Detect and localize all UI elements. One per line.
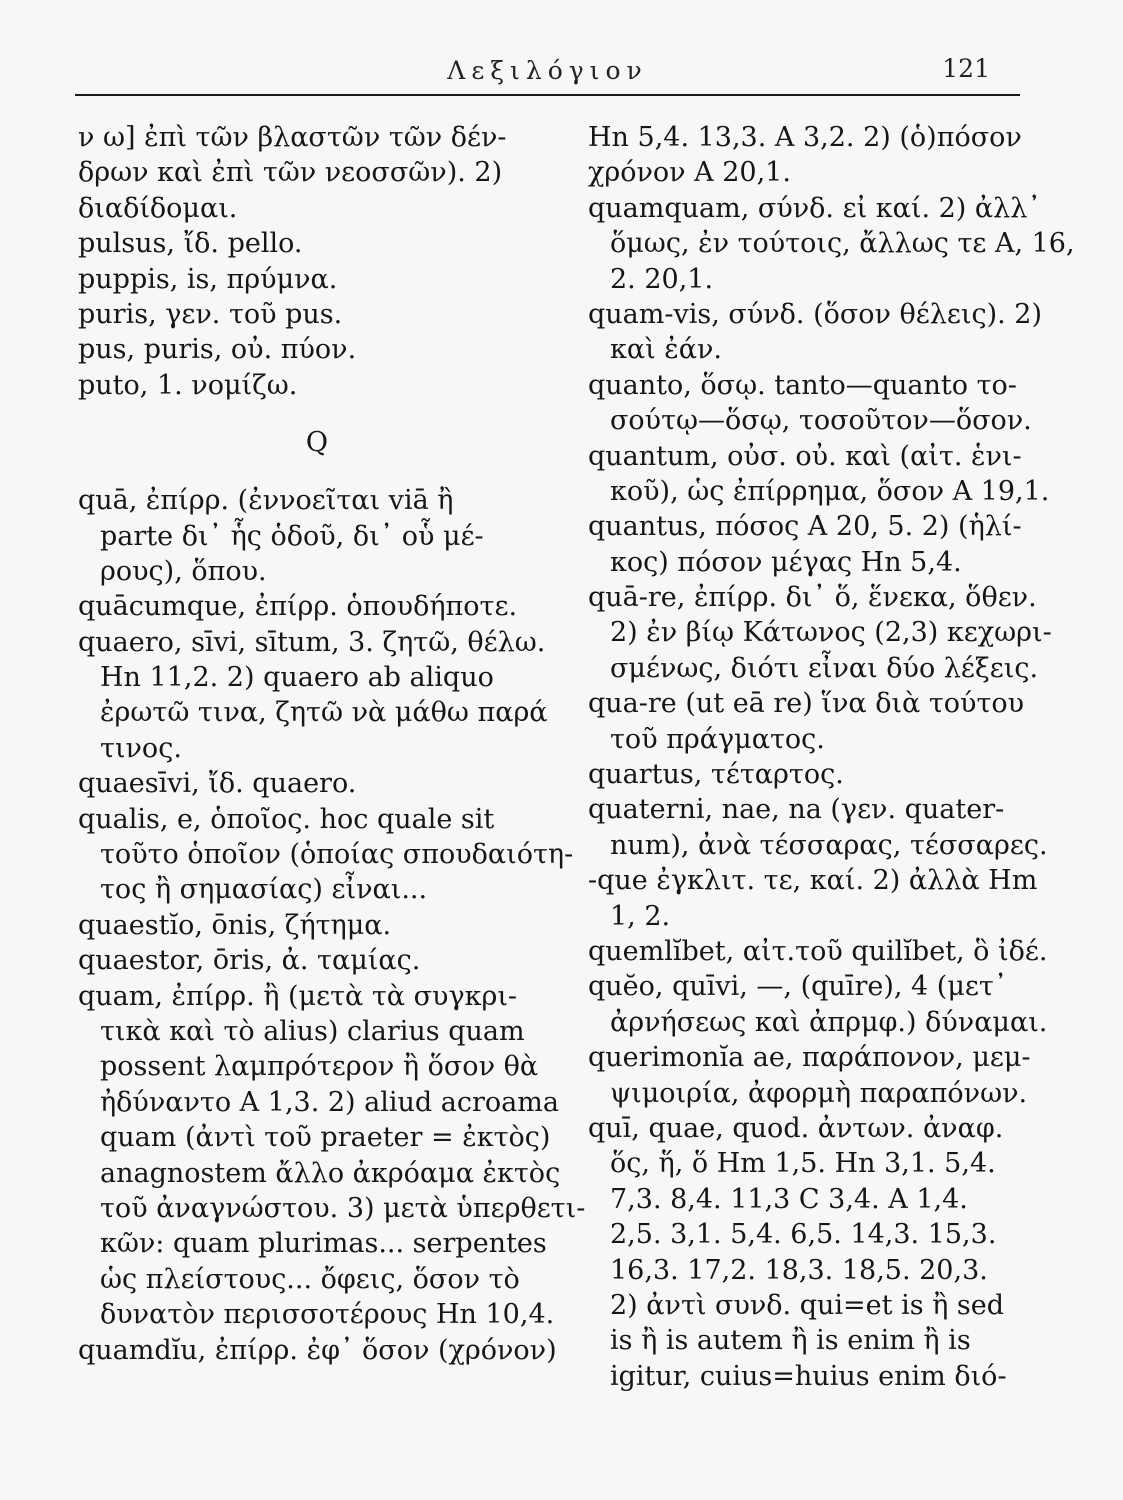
text-line: quamquam, σύνδ. εἰ καί. 2) ἀλλ᾽ [588,192,1041,224]
text-line: καὶ ἐάν. [610,334,722,366]
text-line: quemlĭbet, αἰτ.τοῦ quilĭbet, ὃ ἰδέ. [588,935,1048,967]
text-line: δυνατὸν περισσοτέρους Hn 10,4. [100,1299,555,1331]
text-line: quī, quae, quod. ἀντων. ἀναφ. [588,1112,1004,1144]
text-line: puto, 1. νομίζω. [78,369,298,401]
text-line: τος ἢ σημασίας) εἶναι... [100,874,428,906]
text-line: possent λαμπρότερον ἢ ὅσον θὰ [100,1051,539,1083]
text-line: 7,3. 8,4. 11,3 C 3,4. A 1,4. [610,1183,968,1215]
text-line: κῶν: quam plurimas... serpentes [100,1228,547,1260]
text-line: num), ἀνὰ τέσσαρας, τέσσαρες. [610,829,1048,861]
text-line: ὅμως, ἐν τούτοις, ἄλλως τε A, 16, [610,228,1075,260]
text-line: querimonĭa ae, παράπονον, μεμ- [588,1042,1031,1074]
text-line: anagnostem ἄλλο ἀκρόαμα ἐκτὸς [100,1157,561,1189]
text-line: quā, ἐπίρρ. (ἐννοεῖται viā ἢ [78,485,454,517]
text-line: igitur, cuius=huius enim διό- [610,1360,1007,1392]
header-rule [75,94,1020,96]
text-line: 2) ἀντὶ συνδ. qui=et is ἢ sed [610,1289,1005,1321]
text-line: quam, ἐπίρρ. ἢ (μετὰ τὰ συγκρι- [78,980,518,1012]
text-line: quamdĭu, ἐπίρρ. ἐφ᾽ ὅσον (χρόνον) [78,1334,557,1366]
text-line: quaestĭo, ōnis, ζήτημα. [78,909,392,941]
text-line: δρων καὶ ἐπὶ τῶν νεοσσῶν). 2) [78,157,503,189]
text-line: τοῦ ἀναγνώστου. 3) μετὰ ὑπερθετι- [100,1192,586,1224]
text-line: pus, puris, οὐ. πύον. [78,334,357,366]
text-line: ν ω] ἐπὶ τῶν βλαστῶν τῶν δέν- [78,122,507,153]
text-line: σούτῳ—ὅσῳ, τοσοῦτον—ὅσον. [610,405,1032,437]
text-line: quanto, ὅσῳ. tanto—quanto το- [588,369,1017,401]
text-line: parte δι᾽ ἧς ὁδοῦ, δι᾽ οὗ μέ- [100,520,484,552]
text-line: ὅς, ἥ, ὅ Hm 1,5. Hn 3,1. 5,4. [610,1148,996,1180]
text-line: quaero, sīvi, sītum, 3. ζητῶ, θέλω. [78,626,546,658]
text-line: quam (ἀντὶ τοῦ praeter = ἐκτὸς) [100,1122,551,1154]
text-line: ψιμοιρία, ἀφορμὴ παραπόνων. [610,1077,1028,1109]
text-line: quaesīvi, ἴδ. quaero. [78,768,357,800]
right-column [588,120,1075,1394]
text-line: quā-re, ἐπίρρ. δι᾽ ὅ, ἕνεκα, ὅθεν. [588,582,1037,614]
text-line: qualis, e, ὁποῖος. hoc quale sit [78,803,495,835]
text-line: 2) ἐν βίῳ Κάτωνος (2,3) κεχωρι- [610,617,1052,649]
text-line: quantum, οὐσ. οὐ. καὶ (αἰτ. ἑνι- [588,440,1022,472]
text-line: Hn 5,4. 13,3. A 3,2. 2) (ὁ)πόσον [588,122,1022,153]
text-line: 2. 20,1. [610,263,714,295]
text-line: κοῦ), ὡς ἐπίρρημα, ὅσον A 19,1. [610,475,1050,507]
text-line: puppis, is, πρύμνα. [78,263,338,295]
running-title: Λεξιλόγιον [447,56,648,85]
text-line: quaterni, nae, na (γεν. quater- [588,794,1005,826]
page-header [75,52,1020,92]
text-line: Hn 11,2. 2) quaero ab aliquo [100,662,494,694]
text-line: ἀρνήσεως καὶ ἀπρμφ.) δύναμαι. [610,1006,1048,1038]
text-line: κος) πόσον μέγας Hn 5,4. [610,546,962,578]
text-line: is ἢ is autem ἢ is enim ἢ is [610,1325,971,1357]
text-line: χρόνον A 20,1. [588,157,791,189]
text-line: quartus, τέταρτος. [588,759,844,791]
text-line: qua-re (ut eā re) ἵνα διὰ τούτου [588,688,1025,720]
text-line: ἠδύναντο A 1,3. 2) aliud acroama [100,1086,559,1118]
text-line: quam-vis, σύνδ. (ὅσον θέλεις). 2) [588,298,1043,330]
text-line: ἐρωτῶ τινα, ζητῶ νὰ μάθω παρά [100,697,548,729]
text-line: quĕo, quīvi, —, (quīre), 4 (μετ᾽ [588,971,1008,1003]
page-number: 121 [942,54,990,83]
text-line: -que ἐγκλιτ. τε, καί. 2) ἀλλὰ Hm [588,865,1038,897]
text-line: τινος. [100,732,182,764]
text-line: τοῦ πράγματος. [610,723,825,755]
text-line: pulsus, ἴδ. pello. [78,228,303,260]
text-line: διαδίδομαι. [78,192,238,224]
text-line: puris, γεν. τοῦ pus. [78,298,343,330]
text-line: quantus, πόσος A 20, 5. 2) (ἡλί- [588,511,1022,543]
text-line: quaestor, ōris, ἀ. ταμίας. [78,945,421,977]
text-line: τικὰ καὶ τὸ alius) clarius quam [100,1015,525,1047]
text-line: τοῦτο ὁποῖον (ὁποίας σπουδαιότη- [100,839,574,871]
text-line: 1, 2. [610,900,671,932]
text-line: σμένως, διότι εἶναι δύο λέξεις. [610,652,1039,684]
text-line: 2,5. 3,1. 5,4. 6,5. 14,3. 15,3. [610,1219,997,1251]
text-line: ρους), ὅπου. [100,555,267,587]
text-line: ὡς πλείστους... ὄφεις, ὅσον τὸ [100,1263,520,1295]
text-line: quācumque, ἐπίρρ. ὁπουδήποτε. [78,591,518,623]
section-letter: Q [305,427,329,459]
text-line: 16,3. 17,2. 18,3. 18,5. 20,3. [610,1254,988,1286]
left-column [78,120,586,1368]
